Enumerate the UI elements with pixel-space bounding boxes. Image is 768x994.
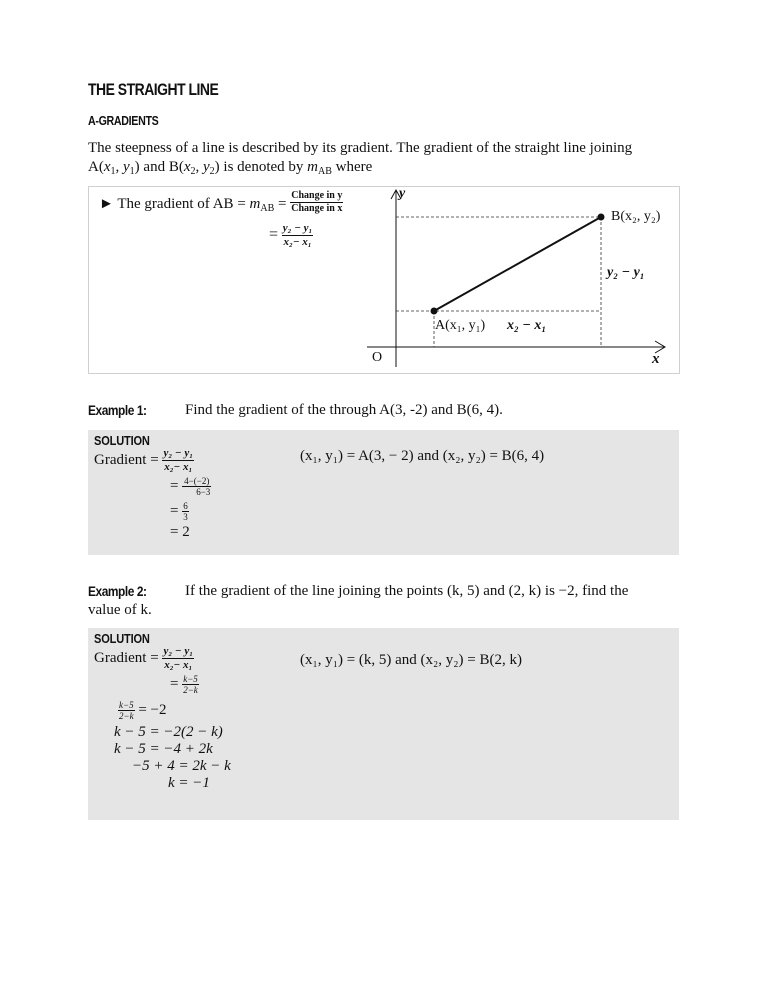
gradient-definition-box [88,186,680,374]
fraction-numerator: Change in y [291,190,343,201]
text: A( [88,159,104,175]
section-heading: A-GRADIENTS [88,113,159,128]
origin-label: O [372,350,383,365]
fraction-denominator: x₂− x₁ [164,659,193,671]
subscript: 2 [209,166,215,177]
fraction-denominator: 3 [183,512,188,522]
rise-label: y₂ − y₁ [607,265,645,280]
equals: = [170,502,179,519]
subscript: 2 [190,166,196,177]
subscript: AB [260,202,275,214]
var: x [103,159,111,175]
example-1-label-text: Example 1: [88,402,147,418]
example-2-label-text: Example 2: [88,583,147,599]
substitution-step [170,674,199,695]
equals: = [170,477,179,494]
line-segment-ab [434,217,601,311]
text: ) is denoted by [214,159,308,175]
point-b [598,214,605,221]
gradient-diagram [89,187,679,373]
x-axis-label: x [652,351,660,367]
intro-line-2 [88,158,678,177]
text: where [331,159,373,175]
fraction-denominator: Change in x [291,203,343,214]
simplify-step [170,501,189,522]
var: m [249,195,261,212]
fraction-denominator: 2−k [183,685,198,695]
var: y [203,159,210,175]
step-rearrange: −5 + 4 = 2k − k [132,758,231,774]
lhs-fraction [118,700,135,721]
equals: = [269,225,279,243]
substitution-step [170,476,211,497]
fraction-numerator: k−5 [119,700,134,710]
point-b-label: B(x₂, y₂) [611,209,661,224]
text: ) and B( [134,159,184,175]
subscript: 1 [110,166,116,177]
fraction-numerator: 6 [183,501,188,511]
step-distribute: k − 5 = −4 + 2k [114,741,213,757]
text: , [115,159,123,175]
step-expand: k − 5 = −2(2 − k) [114,724,223,740]
example-2-points: (x₁, y₁) = (k, 5) and (x₂, y₂) = B(2, k) [300,652,522,668]
fraction-denominator: 6−3 [196,487,211,497]
text: , [195,159,203,175]
intro-paragraph [88,139,678,177]
fraction-numerator: y₂ − y₁ [163,645,194,657]
fraction-denominator: x₂− x₁ [283,236,312,248]
equals: = [170,675,179,692]
subscript: AB [318,166,332,177]
equation-rhs: = −2 [138,701,167,718]
example-2-label [88,583,157,599]
simplified-fraction [182,501,189,522]
result-step: = 2 [170,524,190,540]
point-a-label: A(x₁, y₁) [435,318,486,333]
fraction-denominator: x₂− x₁ [164,461,193,473]
example-1-question: Find the gradient of the through A(3, -2) and B(6, 4). [185,402,503,418]
example-2-question-line-2: value of k. [88,602,152,618]
run-label: x₂ − x₁ [507,318,547,333]
fraction-numerator: y₂ − y₁ [282,222,313,234]
var: y [123,159,130,175]
fraction-numerator: y₂ − y₁ [163,447,194,459]
y-axis-label: y [399,186,406,201]
equation-step [118,700,167,721]
substitution-fraction [182,674,199,695]
equals: = [274,195,291,212]
substitution-fraction [182,476,211,497]
gradient-label: Gradient = [94,649,159,666]
fraction-denominator: 2−k [119,711,134,721]
fraction-numerator: k−5 [183,674,198,684]
intro-line-1: The steepness of a line is described by its gradient. The gradient of the straight line joining [88,140,633,156]
formula-fraction [162,645,194,672]
example-1-points: (x₁, y₁) = A(3, − 2) and (x₂, y₂) = B(6, 4) [300,448,545,464]
example-1-label [88,402,157,418]
gradient-label: Gradient = [94,451,159,468]
step-result: k = −1 [168,775,210,791]
fraction-numerator: 4−(−2) [184,476,210,486]
example-2-solution-box [88,628,679,820]
solution-title: SOLUTION [94,631,150,646]
bullet-icon: ► [99,195,114,212]
subscript: 1 [129,166,135,177]
example-1-solution-box [88,430,679,555]
var: x [183,159,191,175]
var: m [307,159,318,175]
formula-fraction [162,447,194,474]
gradient-formula-line [94,447,194,474]
point-a [431,308,438,315]
example-2-question-line-1: If the gradient of the line joining the points (k, 5) and (2, k) is −2, find the [185,583,629,599]
solution-title: SOLUTION [94,433,150,448]
gradient-formula-line [94,645,194,672]
page-title: THE STRAIGHT LINE [88,80,219,99]
formula-lhs: The gradient of AB = [117,195,250,212]
